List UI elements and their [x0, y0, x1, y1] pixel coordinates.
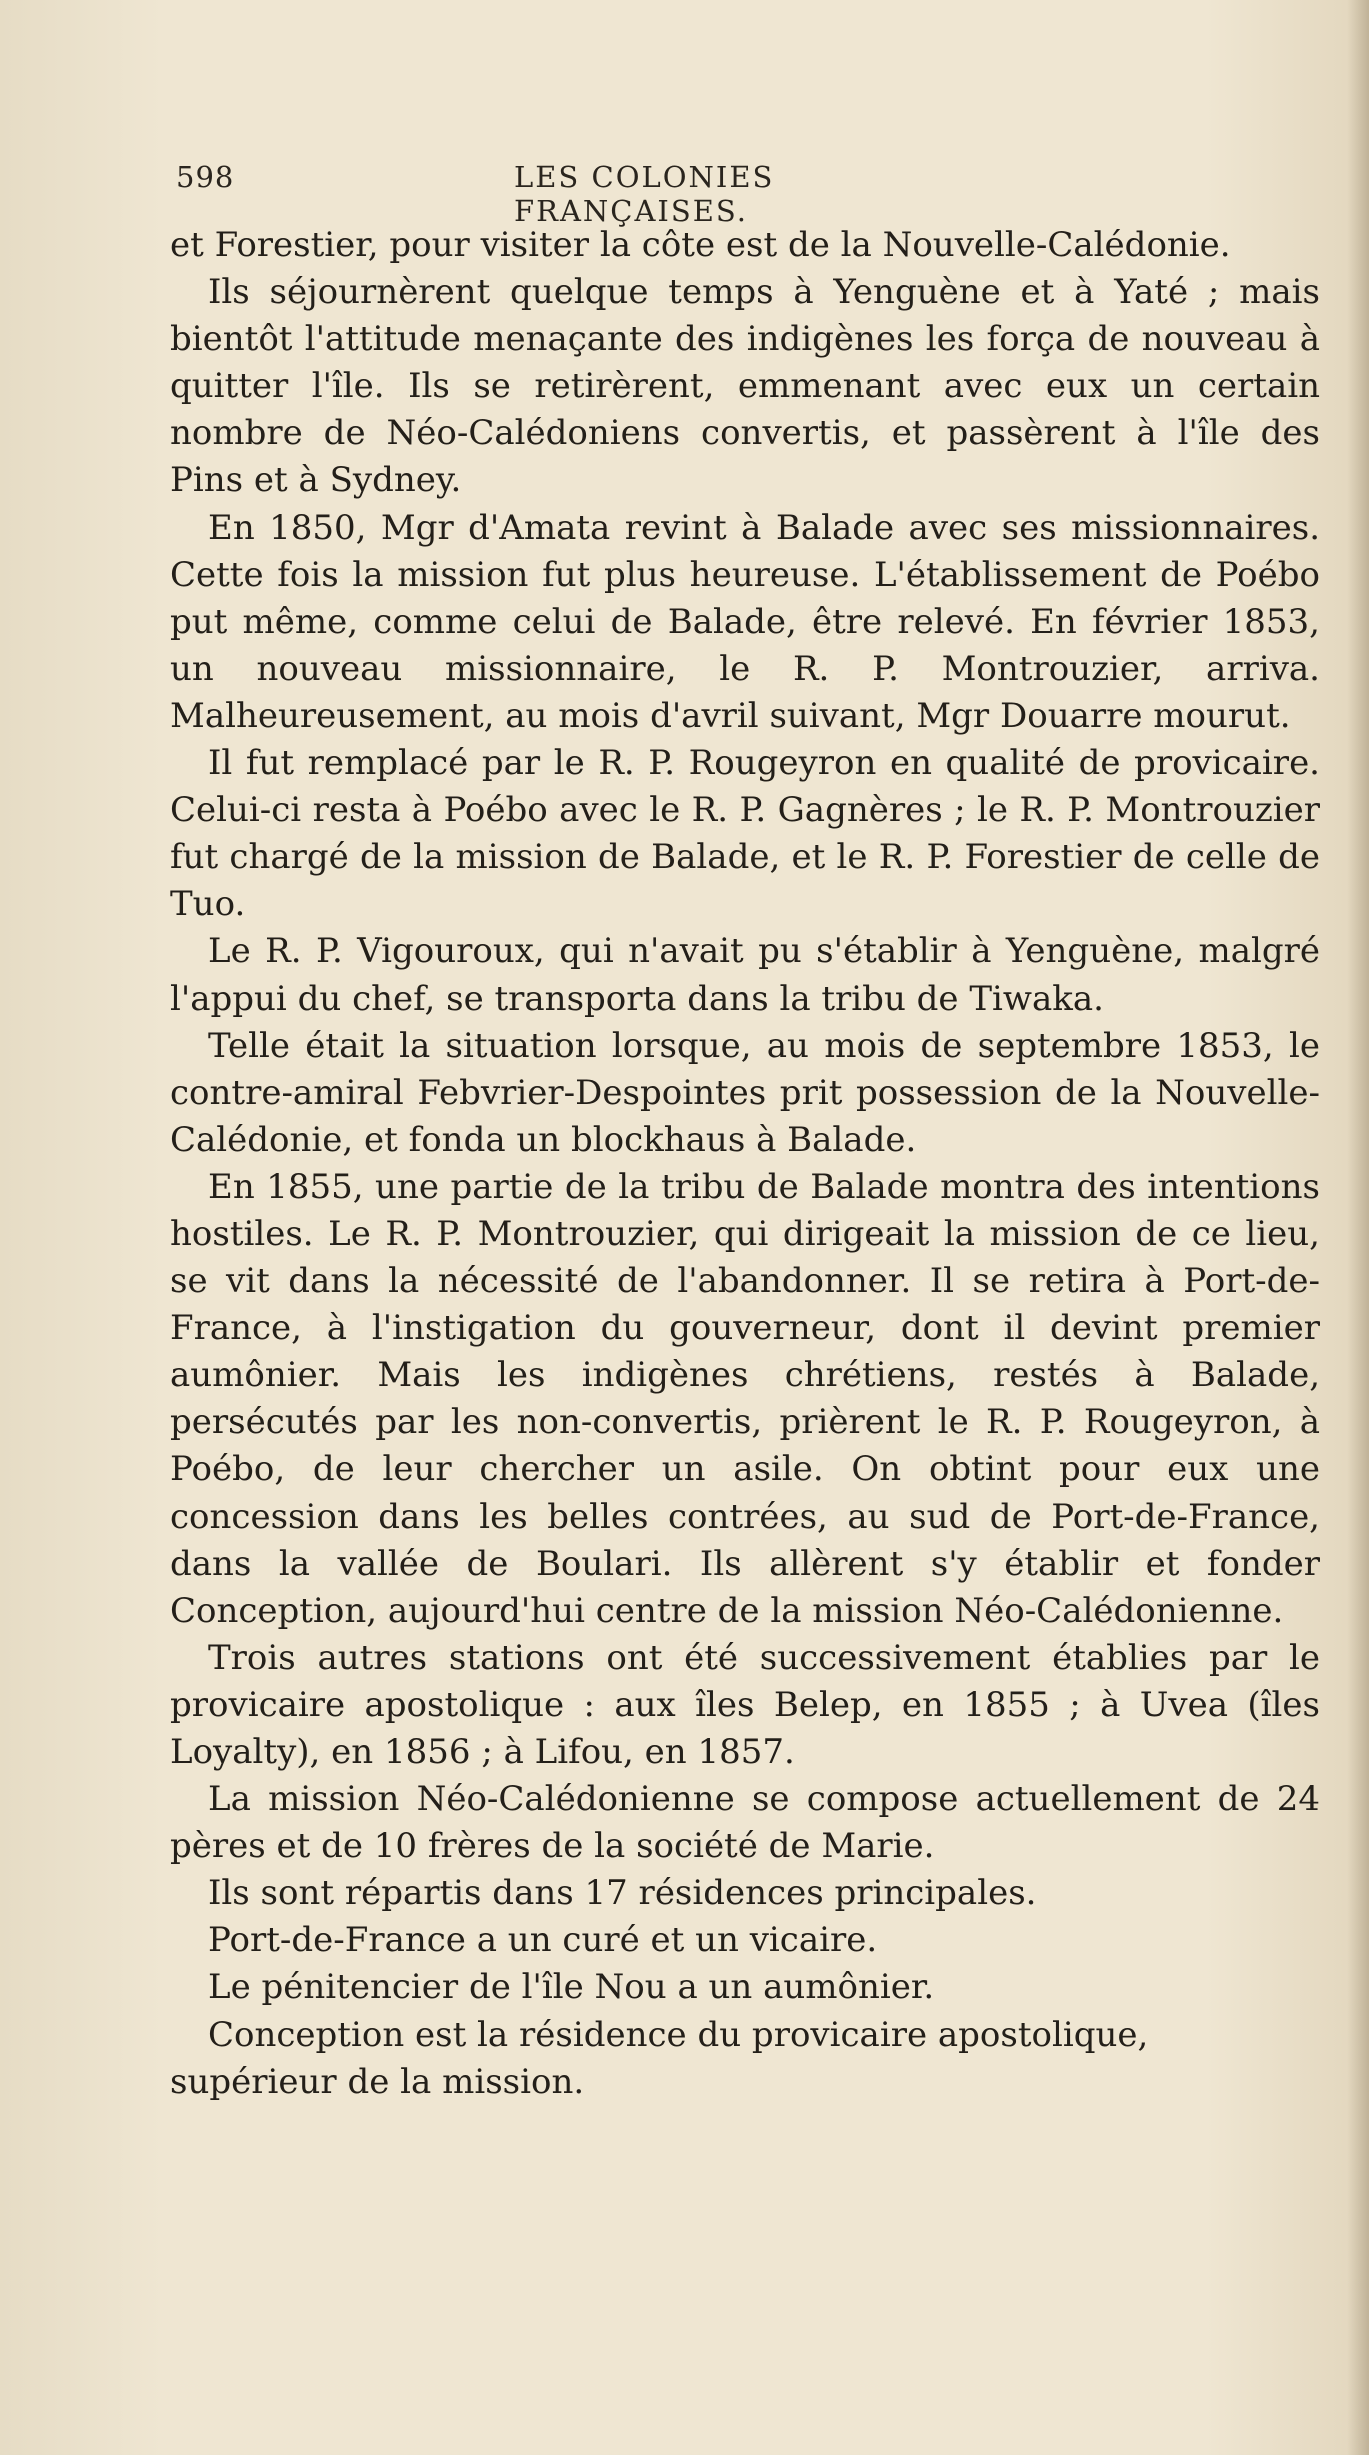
running-title: LES COLONIES FRANÇAISES.: [514, 160, 775, 228]
page-number: 598: [176, 160, 235, 194]
paragraph: En 1850, Mgr d'Amata revint à Balade avec ses missionnaires. Cette fois la mission fut plus heureuse. L'établissement de Poébo put même, comme celui de Balade, être relevé. En février 1853, un nouveau missionnaire, le R. P. Montrouzier, arriva. Malheureusement, au mois d'avril suivant, Mgr Douarre mourut.: [170, 507, 1320, 736]
paragraph: Conception est la résidence du provicaire apostolique, supérieur de la mission.: [170, 2014, 1149, 2102]
paragraph: En 1855, une partie de la tribu de Balade montra des intentions hostiles. Le R. P. Montrouzier, qui dirigeait la mission de ce lieu, se vit dans la nécessité de l'abandonner. Il se retira à Port-de-France, à l'instigation du gouverneur, dont il devint premier aumônier. Mais les indigènes chrétiens, restés à Balade, persécutés par les non-convertis, prièrent le R. P. Rougeyron, à Poébo, de leur chercher un asile. On obtint pour eux une concession dans les belles contrées, au sud de Port-de-France, dans la vallée de Boulari. Ils allèrent s'y établir et fonder Conception, aujourd'hui centre de la mission Néo-Calédonienne.: [170, 1166, 1320, 1631]
paragraph: Telle était la situation lorsque, au mois de septembre 1853, le contre-amiral Febvrier-Despointes prit possession de la Nouvelle-Calédonie, et fonda un blockhaus à Balade.: [170, 1025, 1320, 1160]
paragraph: Le R. P. Vigouroux, qui n'avait pu s'établir à Yenguène, malgré l'appui du chef, se transporta dans la tribu de Tiwaka.: [170, 931, 1320, 1019]
paragraph: Le pénitencier de l'île Nou a un aumônier.: [208, 1967, 935, 2008]
paragraph: La mission Néo-Calédonienne se compose actuellement de 24 pères et de 10 frères de la société de Marie.: [170, 1779, 1320, 1867]
paragraph: Il fut remplacé par le R. P. Rougeyron en qualité de provicaire. Celui-ci resta à Poébo avec le R. P. Gagnères ; le R. P. Montrouzier fut chargé de la mission de Balade, et le R. P. Forestier de celle de Tuo.: [170, 743, 1320, 925]
paragraph-continuation: et Forestier, pour visiter la côte est de la Nouvelle-Calédonie.: [170, 225, 1231, 265]
body-text: [170, 222, 1320, 2106]
page-edge-shadow: [1347, 0, 1369, 2455]
paragraph: Ils sont répartis dans 17 résidences principales.: [208, 1873, 1037, 1914]
paragraph: Ils séjournèrent quelque temps à Yenguène et à Yaté ; mais bientôt l'attitude menaçante des indigènes les força de nouveau à quitter l'île. Ils se retirèrent, emmenant avec eux un certain nombre de Néo-Calédoniens convertis, et passèrent à l'île des Pins et à Sydney.: [170, 272, 1320, 501]
page-header: [176, 160, 1006, 228]
paragraph: Trois autres stations ont été successivement établies par le provicaire apostolique : aux îles Belep, en 1855 ; à Uvea (îles Loyalty), en 1856 ; à Lifou, en 1857.: [170, 1637, 1320, 1772]
paragraph: Port-de-France a un curé et un vicaire.: [208, 1920, 878, 1961]
